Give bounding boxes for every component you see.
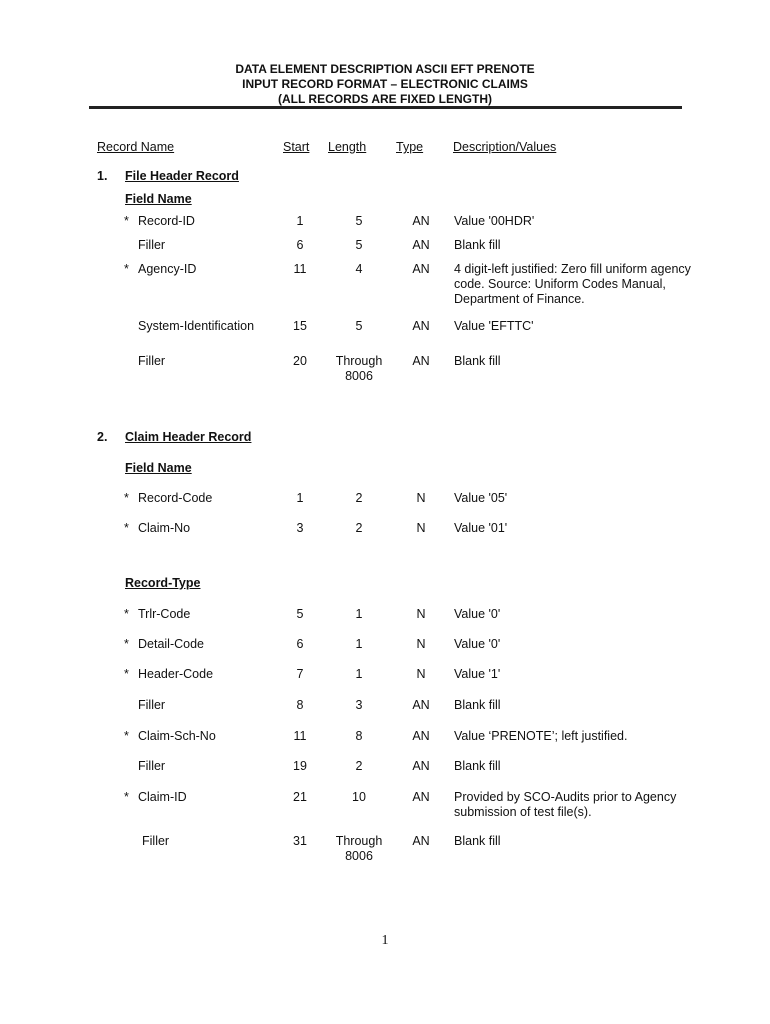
field-type: AN: [412, 759, 430, 773]
col-header-record-name: Record Name: [97, 140, 175, 154]
field-length: 2: [355, 759, 363, 773]
field-description: 4 digit-left justified: Zero fill uniform agency code. Source: Uniform Codes Manual, Department of Finance.: [454, 262, 691, 306]
field-name: Header-Code: [138, 667, 214, 681]
section-1-name: File Header Record: [125, 169, 239, 183]
field-type: AN: [412, 834, 430, 848]
field-type: AN: [412, 354, 430, 368]
field-name: Claim-Sch-No: [138, 729, 216, 743]
field-type: AN: [412, 319, 430, 333]
col-header-start: Start: [283, 140, 310, 154]
field-type: AN: [412, 790, 430, 804]
field-name: Claim-ID: [138, 790, 187, 804]
col-header-description: Description/Values: [453, 140, 557, 154]
field-description: Value '0': [454, 607, 501, 621]
section-1-number: 1.: [97, 169, 108, 183]
field-start: 20: [293, 354, 307, 368]
required-marker: *: [124, 214, 129, 228]
field-start: 8: [296, 698, 304, 712]
required-marker: *: [124, 790, 129, 804]
field-length: 3: [355, 698, 363, 712]
field-name: Filler: [138, 759, 166, 773]
section-2-number: 2.: [97, 430, 108, 444]
field-description: Value '01': [454, 521, 508, 535]
required-marker: *: [124, 491, 129, 505]
field-description: Value ‘PRENOTE’; left justified.: [454, 729, 628, 743]
field-length: 5: [355, 319, 363, 333]
field-start: 7: [296, 667, 304, 681]
field-description: Provided by SCO-Audits prior to Agency submission of test file(s).: [454, 790, 677, 819]
field-length: Through 8006: [335, 354, 383, 383]
field-start: 19: [293, 759, 307, 773]
field-description: Value 'EFTTC': [454, 319, 534, 333]
field-description: Blank fill: [454, 834, 501, 848]
field-type: AN: [412, 238, 430, 252]
field-start: 15: [293, 319, 307, 333]
field-name: Filler: [138, 698, 166, 712]
doc-title-line-2: INPUT RECORD FORMAT – ELECTRONIC CLAIMS: [242, 77, 528, 91]
field-name: Record-Code: [138, 491, 213, 505]
field-length: 1: [355, 607, 363, 621]
field-description: Value '0': [454, 637, 501, 651]
field-description: Value '00HDR': [454, 214, 535, 228]
field-description: Blank fill: [454, 759, 501, 773]
field-type: AN: [412, 214, 430, 228]
field-length: 5: [355, 214, 363, 228]
doc-title-line-3: (ALL RECORDS ARE FIXED LENGTH): [277, 92, 492, 106]
page-number: 1: [381, 933, 389, 948]
field-start: 1: [296, 491, 304, 505]
field-description: Blank fill: [454, 354, 501, 368]
field-type: AN: [412, 729, 430, 743]
field-name: Claim-No: [138, 521, 191, 535]
title-divider: [89, 106, 682, 109]
field-type: N: [416, 667, 426, 681]
field-length: Through 8006: [335, 834, 383, 863]
field-type: N: [416, 521, 426, 535]
field-length: 10: [352, 790, 366, 804]
field-name: Agency-ID: [138, 262, 197, 276]
field-name: Record-ID: [138, 214, 195, 228]
field-name: Detail-Code: [138, 637, 205, 651]
field-start: 6: [296, 637, 304, 651]
field-length: 2: [355, 491, 363, 505]
field-length: 5: [355, 238, 363, 252]
field-type: N: [416, 637, 426, 651]
field-start: 3: [296, 521, 304, 535]
field-type: AN: [412, 262, 430, 276]
field-name: Filler: [138, 238, 166, 252]
field-type: AN: [412, 698, 430, 712]
required-marker: *: [124, 667, 129, 681]
field-start: 31: [293, 834, 307, 848]
field-length: 1: [355, 637, 363, 651]
field-length: 2: [355, 521, 363, 535]
required-marker: *: [124, 607, 129, 621]
field-type: N: [416, 491, 426, 505]
field-start: 1: [296, 214, 304, 228]
col-header-type: Type: [396, 140, 424, 154]
required-marker: *: [124, 729, 129, 743]
required-marker: *: [124, 262, 129, 276]
field-length: 8: [355, 729, 363, 743]
section-1-field-name-label: Field Name: [125, 192, 192, 206]
field-length: 4: [355, 262, 363, 276]
field-start: 11: [293, 262, 307, 276]
col-header-length: Length: [328, 140, 367, 154]
record-type-label: Record-Type: [125, 576, 201, 590]
field-description: Blank fill: [454, 698, 501, 712]
field-start: 21: [293, 790, 307, 804]
field-name: System-Identification: [138, 319, 255, 333]
section-2-name: Claim Header Record: [125, 430, 252, 444]
field-description: Value '05': [454, 491, 508, 505]
field-type: N: [416, 607, 426, 621]
field-name: Filler: [138, 354, 166, 368]
field-length: 1: [355, 667, 363, 681]
doc-title-line-1: DATA ELEMENT DESCRIPTION ASCII EFT PRENOTE: [235, 62, 535, 76]
field-name: Trlr-Code: [138, 607, 191, 621]
field-start: 11: [293, 729, 307, 743]
field-description: Blank fill: [454, 238, 501, 252]
field-name: Filler: [142, 834, 170, 848]
required-marker: *: [124, 637, 129, 651]
field-description: Value '1': [454, 667, 501, 681]
required-marker: *: [124, 521, 129, 535]
field-start: 6: [296, 238, 304, 252]
section-2-field-name-label: Field Name: [125, 461, 192, 475]
field-start: 5: [296, 607, 304, 621]
